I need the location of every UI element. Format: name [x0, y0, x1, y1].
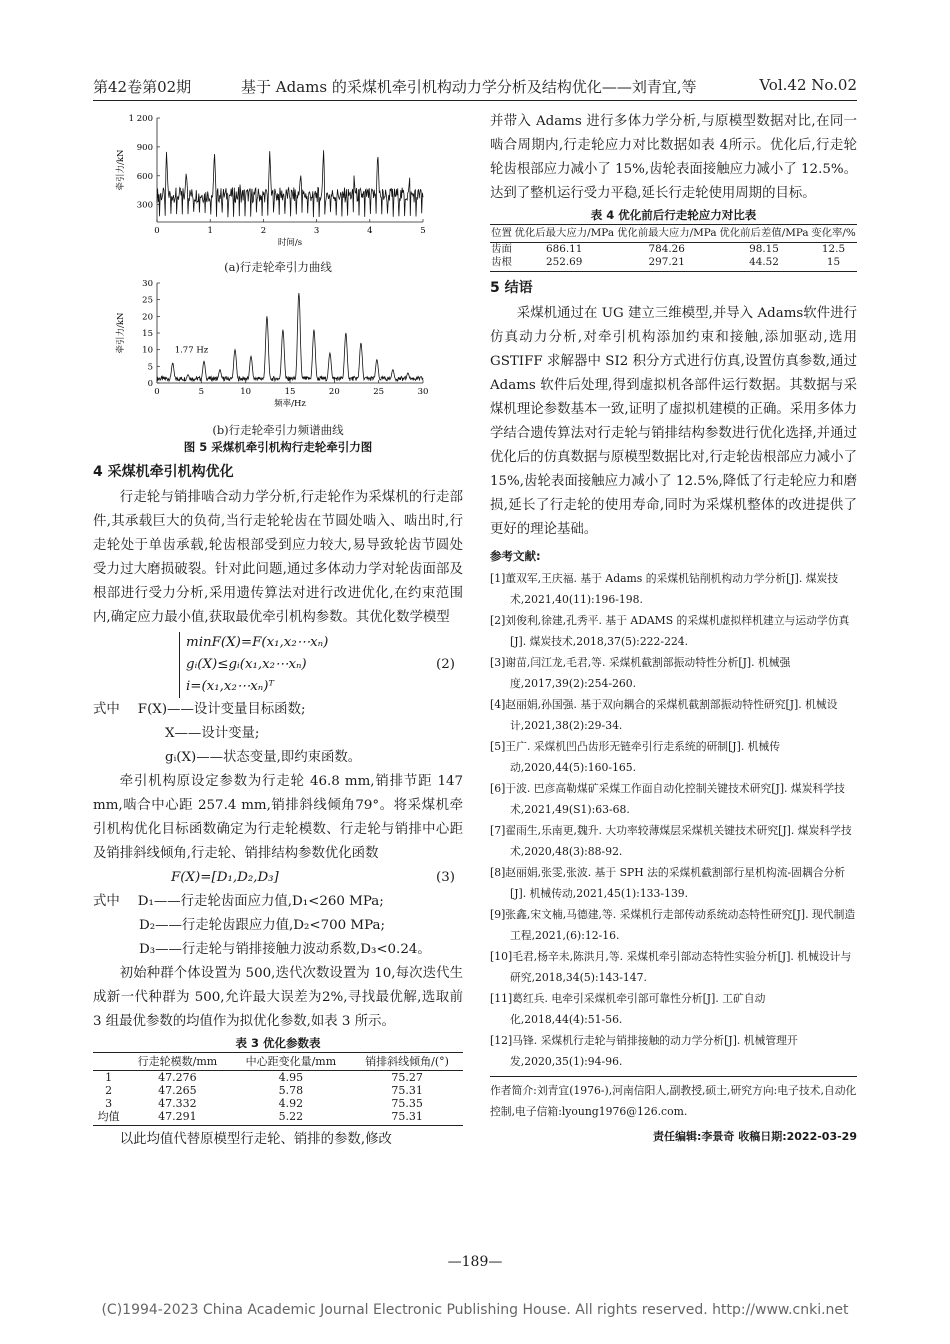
y-axis-label: 牵引力/kN — [116, 149, 126, 191]
reference-list — [490, 568, 857, 1072]
paragraph: 以此均值代替原模型行走轮、销排的参数,修改 — [119, 1132, 392, 1147]
table-header: 位置 — [490, 225, 513, 243]
figure-5b-caption: (b)行走轮牵引力频谱曲线 — [212, 423, 344, 437]
table-cell: 47.265 — [158, 1084, 197, 1097]
table-cell: 784.26 — [648, 243, 685, 255]
figure-5 — [93, 110, 463, 456]
equation-line: F(X)=[D₁,D₂,D₃] — [171, 870, 279, 885]
definition: gᵢ(X)——状态变量,即约束函数。 — [165, 750, 362, 765]
table-cell: 47.291 — [124, 1110, 230, 1126]
x-axis-label: 时间/s — [277, 238, 303, 248]
definition: D₂——行走轮齿跟应力值,D₂<700 MPa; — [139, 918, 386, 933]
page-number: —189— — [447, 1254, 503, 1270]
reference-item: [4]赵丽娟,孙国强. 基于双向耦合的采煤机截割部振动特性研究[J]. 机械设计,2021,38(2):29-34. — [490, 698, 838, 732]
variable-definitions — [93, 698, 463, 770]
y-tick-label: 10 — [142, 345, 153, 356]
y-tick-label: 300 — [136, 200, 153, 211]
table-header: 销排斜线倾角/(°) — [351, 1053, 463, 1071]
table-header: 优化前最大应力/MPa — [615, 225, 718, 243]
table-header: 优化后最大应力/MPa — [513, 225, 616, 243]
x-tick-label: 25 — [373, 387, 385, 397]
table-cell: 252.69 — [513, 256, 616, 272]
table-cell: 2 — [105, 1084, 113, 1097]
table-row — [490, 256, 857, 272]
table-cell: 齿根 — [490, 256, 513, 272]
author-note: 作者简介:刘青宜(1976-),河南信阳人,副教授,硕士,研究方向:电子技术,自动化控制,电子信箱:lyoung1976@126.com. — [490, 1076, 857, 1122]
force-series-line — [157, 150, 423, 217]
table-3-caption: 表 3 优化参数表 — [235, 1036, 321, 1050]
table-cell: 47.332 — [158, 1097, 197, 1110]
x-tick-label: 5 — [198, 387, 205, 397]
paragraph: 初始种群个体设置为 500,迭代次数设置为 10,每次迭代生成新一代种群为 500,允许最大误差为2%,寻找最优解,选取前 3 组最优参数的均值作为拟优化参数,如表 3 所示。 — [93, 966, 463, 1029]
header-rule — [93, 100, 857, 101]
y-tick-label: 1 200 — [128, 114, 153, 124]
table-header: 优化前后差值/MPa — [718, 225, 810, 243]
x-tick-label: 1 — [207, 226, 213, 236]
reference-item: [12]马锋. 采煤机行走轮与销排接触的动力学分析[J]. 机械管理开发,2020,35(1):94-96. — [490, 1034, 798, 1068]
reference-item: [6]于波. 巴彦高勒煤矿采煤工作面自动化控制关键技术研究[J]. 煤炭科学技术,2021,49(S1):63-68. — [490, 782, 845, 816]
right-column — [490, 110, 857, 1149]
paragraph: 采煤机通过在 UG 建立三维模型,并导入 Adams软件进行仿真动力分析,对牵引机构添加约束和接触,添加驱动,选用 GSTIFF 求解器中 SI2 积分方式进行仿真,设置仿真参数,通过 Adams 软件后处理,得到虚拟机各部件运行数据。其数据与采煤机理论参数基本一致,证明了虚拟机建模的正确。采用多体力学结合遗传算法对行走轮与销排结构参数进行优化选择,并通过优化后的仿真数据与原模型数据比对,行走轮齿根部应力减小了 15%,齿轮表面接触应力减小了 12.5%,降低了行走轮应力和磨损,延长了行走轮的使用寿命,同时为采煤机整体的改进提供了更好的理论基础。 — [490, 306, 857, 537]
figure-5-caption: 图 5 采煤机牵引机构行走轮牵引力图 — [183, 440, 373, 454]
copyright-footer: (C)1994-2023 China Academic Journal Electronic Publishing House. All rights reserved. http://www.cnki.net — [101, 1302, 849, 1318]
y-tick-label: 25 — [142, 295, 153, 306]
y-tick-label: 15 — [142, 329, 153, 339]
table-cell: 75.27 — [391, 1071, 423, 1084]
table-cell: 75.31 — [391, 1084, 423, 1097]
x-tick-label: 20 — [328, 387, 340, 397]
x-tick-label: 2 — [260, 226, 267, 236]
equation-line: minF(X)=F(x₁,x₂⋯xₙ) — [186, 635, 329, 650]
table-row — [93, 1084, 463, 1097]
definition: D₁——行走轮齿面应力值,D₁<260 MPa; — [137, 894, 384, 909]
x-tick-label: 3 — [313, 226, 320, 236]
x-tick-label: 15 — [284, 387, 296, 397]
table-header: 变化率/% — [810, 225, 857, 243]
y-tick-label: 30 — [142, 279, 153, 289]
section-5-title: 5 结语 — [490, 280, 533, 296]
table-4 — [490, 224, 857, 272]
table-header — [93, 1053, 124, 1071]
x-tick-label: 0 — [154, 226, 160, 236]
table-row — [490, 243, 857, 257]
reference-item: [7]翟雨生,乐南更,魏升. 大功率较薄煤层采煤机关键技术研究[J]. 煤炭科学技术,2020,48(3):88-92. — [490, 824, 852, 858]
header-issue: 第42卷第02期 — [93, 78, 192, 96]
definition-prefix: 式中 — [93, 702, 120, 717]
y-tick-label: 20 — [142, 312, 153, 323]
y-axis-label: 牵引力/kN — [116, 312, 126, 354]
left-column — [93, 110, 463, 1152]
table-3 — [93, 1052, 463, 1126]
table-cell: 75.31 — [351, 1110, 463, 1126]
definition: D₃——行走轮与销排接触力波动系数,D₃<0.24。 — [139, 942, 431, 957]
reference-item: [3]谢苗,闫江龙,毛君,等. 采煤机截割部振动特性分析[J]. 机械强度,2017,39(2):254-260. — [490, 656, 791, 690]
traction-force-time-chart — [93, 110, 463, 250]
table-cell: 齿面 — [491, 243, 512, 255]
table-cell: 5.22 — [231, 1110, 352, 1126]
table-cell: 15 — [810, 256, 857, 272]
figure-5a-caption: (a)行走轮牵引力曲线 — [224, 260, 332, 274]
x-axis-label: 频率/Hz — [274, 399, 306, 409]
table-cell: 4.95 — [278, 1071, 304, 1084]
reference-item: [9]张鑫,宋文楠,马德建,等. 采煤机行走部传动系统动态特性研究[J]. 现代制造工程,2021,(6):12-16. — [490, 908, 856, 942]
definition: X——设计变量; — [165, 726, 260, 741]
table-header: 中心距变化量/mm — [231, 1053, 352, 1071]
table-cell: 686.11 — [546, 243, 583, 255]
traction-force-spectrum-chart — [93, 275, 463, 413]
reference-item: [11]葛红兵. 电牵引采煤机牵引部可靠性分析[J]. 工矿自动化,2018,44(4):51-56. — [490, 992, 766, 1026]
equation-2-system — [179, 632, 328, 698]
equation-2 — [93, 632, 463, 698]
x-tick-label: 10 — [240, 387, 252, 397]
x-tick-label: 5 — [420, 226, 426, 236]
equation-number: (3) — [436, 870, 455, 885]
references-title: 参考文献: — [490, 549, 541, 563]
reference-item: [8]赵丽娟,张雯,张波. 基于 SPH 法的采煤机截割部行星机构流-固耦合分析[J]. 机械传动,2021,45(1):133-139. — [490, 866, 846, 900]
spectrum-series-line — [157, 293, 423, 381]
y-tick-label: 0 — [147, 379, 153, 389]
definition: F(X)——设计变量目标函数; — [137, 702, 306, 717]
table-cell: 12.5 — [821, 243, 846, 255]
paragraph: 牵引机构原设定参数为行走轮 46.8 mm,销排节距 147 mm,啮合中心距 257.4 mm,销排斜线倾角79°。将采煤机牵引机构优化目标函数确定为行走轮模数、行走轮与销排中心距及销排斜线倾角,行走轮、销排结构参数优化函数 — [93, 774, 463, 861]
reference-item: [1]董双军,王庆福. 基于 Adams 的采煤机钻削机构动力学分析[J]. 煤炭技术,2021,40(11):196-198. — [490, 572, 839, 606]
table-cell: 1 — [105, 1071, 113, 1084]
equation-3 — [93, 866, 463, 890]
table-cell: 均值 — [93, 1110, 124, 1126]
header-volume: Vol.42 No.02 — [759, 76, 857, 94]
reference-item: [10]毛君,杨辛未,陈洪月,等. 采煤机牵引部动态特性实验分析[J]. 机械设计与研究,2018,34(5):143-147. — [490, 950, 852, 984]
table-cell: 47.276 — [158, 1071, 197, 1084]
table-cell: 75.35 — [391, 1097, 423, 1110]
definition-prefix: 式中 — [93, 894, 120, 909]
table-cell: 5.78 — [278, 1084, 304, 1097]
x-tick-label: 30 — [417, 387, 429, 397]
reference-item: [5]王广. 采煤机凹凸齿形无链牵引行走系统的研制[J]. 机械传动,2020,44(5):160-165. — [490, 740, 781, 774]
section-4-title: 4 采煤机牵引机构优化 — [93, 464, 234, 480]
x-tick-label: 4 — [367, 226, 373, 236]
peak-label: 1.77 Hz — [174, 345, 209, 356]
table-row — [93, 1110, 463, 1126]
equation-number: (2) — [436, 657, 455, 672]
equation-line: gᵢ(X)≤gᵢ(x₁,x₂⋯xₙ) — [186, 657, 307, 672]
table-header: 行走轮模数/mm — [124, 1053, 230, 1071]
equation-line: i=(x₁,x₂⋯xₙ)ᵀ — [186, 679, 275, 694]
y-tick-label: 900 — [136, 142, 153, 153]
reference-item: [2]刘俊利,徐建,孔秀平. 基于 ADAMS 的采煤机虚拟样机建立与运动学仿真[J]. 煤炭技术,2018,37(5):222-224. — [490, 614, 850, 648]
table-row — [93, 1097, 463, 1110]
editor-line: 责任编辑:李景奇 收稿日期:2022-03-29 — [653, 1130, 857, 1143]
header-title: 基于 Adams 的采煤机牵引机构动力学分析及结构优化——刘青宜,等 — [241, 78, 697, 96]
y-tick-label: 5 — [147, 362, 153, 373]
table-cell: 98.15 — [749, 243, 779, 255]
x-tick-label: 0 — [154, 387, 160, 397]
table-cell: 4.92 — [278, 1097, 304, 1110]
table-row — [93, 1071, 463, 1085]
table-cell: 297.21 — [615, 256, 718, 272]
table-4-caption: 表 4 优化前后行走轮应力对比表 — [590, 208, 757, 222]
paragraph: 并带入 Adams 进行多体力学分析,与原模型数据对比,在同一啮合周期内,行走轮应力对比数据如表 4所示。优化后,行走轮轮齿根部应力减小了 15%,齿轮表面接触应力减小了 12.5%。达到了整机运行受力平稳,延长行走轮使用周期的目标。 — [490, 114, 857, 201]
table-cell: 44.52 — [718, 256, 810, 272]
y-tick-label: 600 — [136, 171, 153, 182]
variable-definitions — [93, 890, 463, 962]
paragraph: 行走轮与销排啮合动力学分析,行走轮作为采煤机的行走部件,其承载巨大的负荷,当行走轮轮齿在节圆处啮入、啮出时,行走轮处于单齿承载,轮齿根部受到应力较大,易导致轮齿节圆处受力过大磨损破裂。针对此问题,通过多体动力学对轮齿面部及根部进行受力分析,采用遗传算法对进行改进优化,在约束范围内,确定应力最小值,获取最优牵引机构参数。其优化数学模型 — [93, 490, 463, 625]
table-cell: 3 — [105, 1097, 113, 1110]
